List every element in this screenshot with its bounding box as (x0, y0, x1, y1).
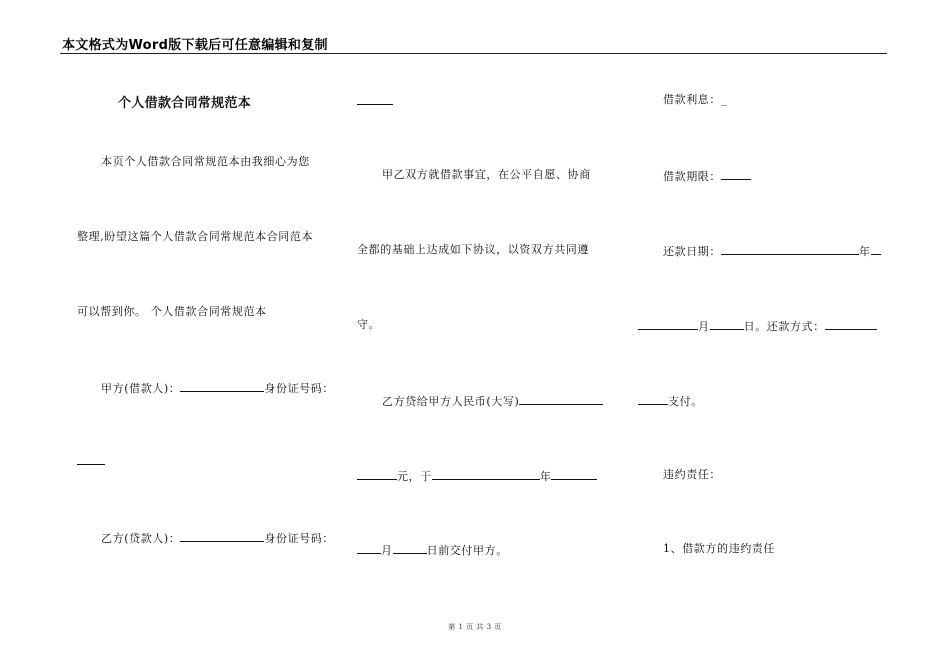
party-b-id-blank (357, 93, 393, 105)
pay-blank (638, 393, 668, 405)
party-b-name-blank (180, 530, 264, 542)
loan-month-label: 月 (381, 544, 393, 557)
party-a-row (101, 380, 334, 396)
repay-method-label: 日。还款方式： (743, 320, 825, 333)
loan-amount-row (382, 393, 603, 409)
pay-label: 支付。 (668, 395, 703, 408)
loan-date-row (357, 468, 597, 484)
interest-label: 借款利息： (663, 93, 721, 106)
party-a-id-row (77, 453, 105, 469)
repay-date-row (663, 243, 881, 259)
term-row (663, 168, 751, 184)
party-a-label: 甲方(借款人)： (101, 382, 181, 395)
party-b-row (101, 530, 334, 546)
repay-day-blank (710, 318, 744, 330)
breach-item-1: 1、借款方的违约责任 (663, 542, 775, 555)
party-a-id-blank (77, 453, 105, 465)
agreement-line-3: 守。 (357, 318, 381, 331)
loan-year-blank (432, 468, 540, 480)
repay-method-row (638, 318, 877, 334)
page-number: 第 1 页 共 3 页 (448, 623, 502, 631)
loan-deliver-label: 日前交付甲方。 (426, 544, 508, 557)
intro-line-3: 可以帮到你。 个人借款合同常规范本 (77, 305, 267, 318)
loan-deliver-row (357, 542, 508, 558)
loan-day-blank (393, 542, 427, 554)
repay-year-label: 年 (859, 245, 871, 258)
repay-year-blank (721, 243, 859, 255)
document-title: 个人借款合同常规范本 (118, 96, 252, 111)
breach-heading: 违约责任： (663, 468, 721, 481)
agreement-line-1: 甲乙双方就借款事宜，在公平自愿、协商 (382, 168, 591, 181)
intro-line-2: 整理,盼望这篇个人借款合同常规范本合同范本 (77, 230, 314, 243)
loan-month-blank (357, 542, 381, 554)
term-blank (721, 168, 751, 180)
loan-year-tail-blank (551, 468, 597, 480)
agreement-line-2: 全都的基础上达成如下协议，以资双方共同遵 (357, 243, 589, 256)
loan-amount-blank (519, 393, 603, 405)
interest-blank: _ (721, 93, 728, 106)
party-a-id-label: 身份证号码： (264, 382, 334, 395)
document-header: 本文格式为Word版下载后可任意编辑和复制 (62, 38, 328, 53)
pay-row (638, 393, 703, 409)
party-b-id-label: 身份证号码： (264, 532, 334, 545)
loan-amount-label: 乙方贷给甲方人民币(大写) (382, 395, 520, 408)
loan-yuan-blank (357, 468, 397, 480)
repay-year-tail-blank (871, 243, 881, 255)
repay-method-blank (825, 318, 877, 330)
interest-row (663, 93, 727, 107)
repay-date-label: 还款日期： (663, 245, 721, 258)
party-a-name-blank (180, 380, 264, 392)
party-b-id-row (357, 93, 393, 109)
intro-line-1: 本页个人借款合同常规范本由我细心为您 (101, 155, 310, 168)
term-label: 借款期限： (663, 170, 721, 183)
repay-month-blank (638, 318, 698, 330)
repay-month-label: 月 (698, 320, 710, 333)
party-b-label: 乙方(贷款人)： (101, 532, 181, 545)
loan-yuan-label: 元，于 (397, 470, 432, 483)
loan-year-label: 年 (539, 470, 552, 483)
header-rule (60, 53, 887, 54)
